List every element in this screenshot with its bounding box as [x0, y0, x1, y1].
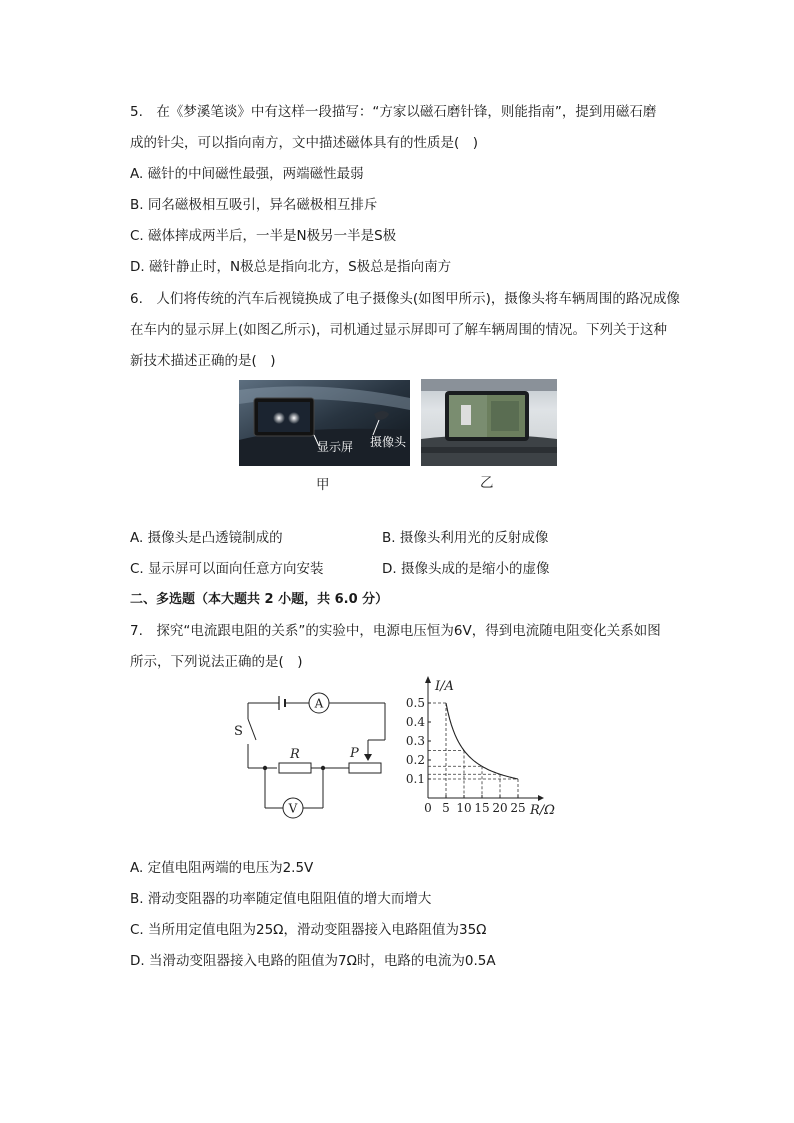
q5-option-b: B. 同名磁极相互吸引，异名磁极相互排斥 [130, 197, 378, 213]
x-axis-arrow [538, 795, 544, 801]
q7-option-a: A. 定值电阻两端的电压为2.5V [130, 860, 314, 876]
q5-option-d: D. 磁针静止时，N极总是指向北方，S极总是指向南方 [130, 259, 452, 275]
y-tick-label-3: 0.4 [405, 715, 425, 729]
x-tick-label-2: 10 [456, 801, 472, 815]
q5-option-c: C. 磁体摔成两半后，一半是N极另一半是S极 [130, 228, 397, 244]
resistor-label: R [290, 747, 300, 762]
label-camera: 摄像头 [370, 435, 407, 449]
q6-option-c: C. 显示屏可以面向任意方向安装 [130, 561, 324, 577]
q5-stem-line2: 成的针尖，可以指向南方，文中描述磁体具有的性质是( ) [130, 135, 479, 151]
q7-stem-line2: 所示，下列说法正确的是( ) [130, 654, 303, 670]
q6-option-a: A. 摄像头是凸透镜制成的 [130, 530, 283, 546]
x-tick-label-1: 5 [442, 801, 450, 815]
q7-option-b: B. 滑动变阻器的功率随定值电阻阻值的增大而增大 [130, 891, 432, 907]
q6-option-d: D. 摄像头成的是缩小的虚像 [382, 561, 550, 577]
current-resistance-chart [398, 674, 563, 819]
y-tick-label-4: 0.5 [405, 696, 425, 710]
q6-stem-line3: 新技术描述正确的是( ) [130, 353, 276, 369]
section-multi-choice-header: 二、多选题（本大题共 2 小题，共 6.0 分） [130, 592, 389, 607]
switch-label: S [234, 724, 243, 739]
figure-yi-caption: 乙 [480, 475, 494, 491]
q6-stem-line1: 6. 人们将传统的汽车后视镜换成了电子摄像头(如图甲所示)，摄像头将车辆周围的路况成像 [130, 291, 680, 307]
slider-label: P [350, 746, 359, 761]
x-axis-label: R/Ω [530, 803, 555, 818]
figure-yi-photo [421, 379, 557, 466]
y-axis-arrow [425, 676, 431, 683]
y-tick-label-2: 0.3 [405, 734, 425, 748]
x-tick-label-3: 15 [474, 801, 490, 815]
ammeter-symbol-label: A [314, 696, 324, 711]
q7-option-c: C. 当所用定值电阻为25Ω，滑动变阻器接入电路阻值为35Ω [130, 922, 487, 938]
q6-stem-line2: 在车内的显示屏上(如图乙所示)，司机通过显示屏即可了解车辆周围的情况。下列关于这种 [130, 322, 668, 338]
y-tick-label-1: 0.2 [405, 753, 425, 767]
y-axis-label: I/A [435, 679, 454, 694]
x-tick-label-0: 0 [424, 801, 432, 815]
voltmeter-symbol-label: V [288, 801, 298, 816]
x-tick-label-5: 25 [510, 801, 526, 815]
label-screen: 显示屏 [317, 440, 354, 454]
figure-jia-photo [239, 380, 410, 466]
q5-option-a: A. 磁针的中间磁性最强，两端磁性最弱 [130, 166, 364, 182]
y-tick-label-0: 0.1 [405, 772, 425, 786]
circuit-diagram [230, 682, 395, 822]
q6-option-b: B. 摄像头利用光的反射成像 [382, 530, 549, 546]
q7-option-d: D. 当滑动变阻器接入电路的阻值为7Ω时，电路的电流为0.5A [130, 953, 496, 969]
q5-stem-line1: 5. 在《梦溪笔谈》中有这样一段描写：“方家以磁石磨针锋，则能指南”，提到用磁石磨 [130, 104, 657, 120]
figure-jia-caption: 甲 [316, 477, 330, 493]
q7-stem-line1: 7. 探究“电流跟电阻的关系”的实验中，电源电压恒为6V，得到电流随电阻变化关系如图 [130, 623, 661, 639]
x-tick-label-4: 20 [492, 801, 508, 815]
dashboard-display-illustration [421, 379, 557, 466]
